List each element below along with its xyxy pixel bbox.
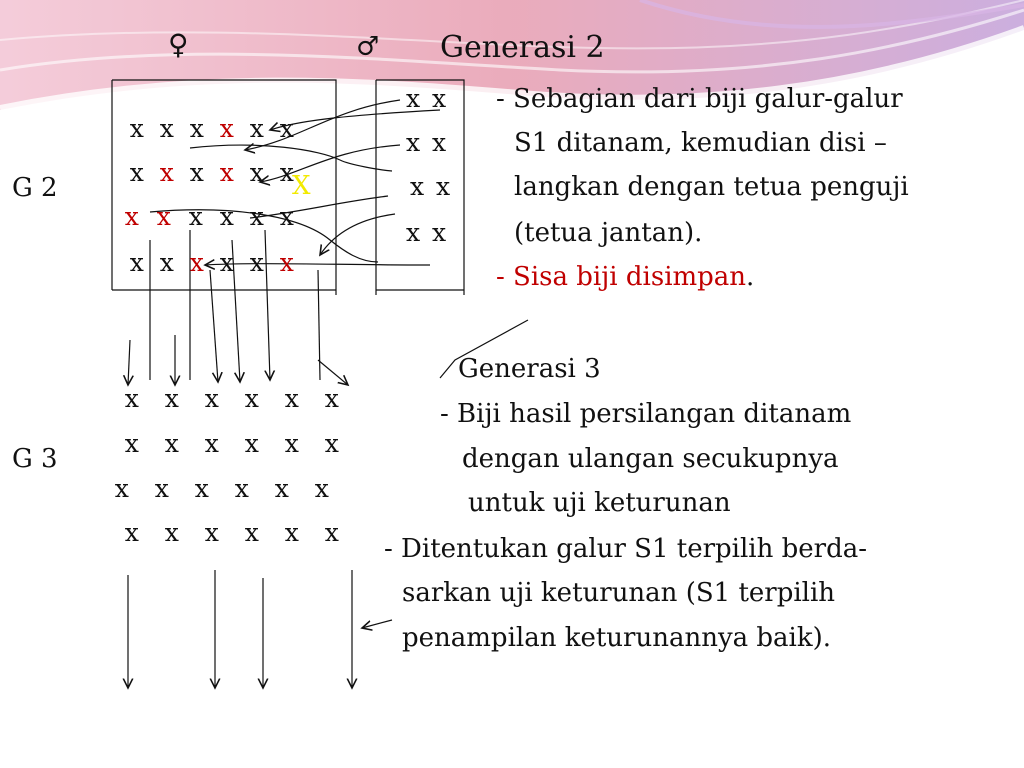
- g3-note-line-2: dengan ulangan secukupnya: [462, 444, 839, 474]
- g3-note-line-5: sarkan uji keturunan (S1 terpilih: [402, 578, 836, 608]
- g3-row-1: x x x x x x: [124, 384, 339, 413]
- tester-row-3: x x: [409, 172, 451, 201]
- g2-note-line-1: - Sebagian dari biji galur-galur: [496, 84, 903, 114]
- g3-label: G 3: [12, 444, 58, 474]
- g2-label: G 2: [12, 173, 58, 203]
- g2-note-line-5: [496, 262, 754, 292]
- generation-2-title: Generasi 2: [440, 30, 605, 65]
- stored-seed-note: - Sisa biji disimpan: [496, 262, 747, 292]
- g3-note-line-6: penampilan keturunannya baik).: [402, 623, 832, 653]
- g2-note-line-2: S1 ditanam, kemudian disi –: [514, 128, 887, 158]
- g3-note-line-3: untuk uji keturunan: [468, 488, 731, 518]
- female-symbol: ♀: [168, 28, 189, 61]
- g3-row-3: x x x x x x: [114, 474, 329, 503]
- g3-note-line-4: - Ditentukan galur S1 terpilih berda-: [384, 534, 868, 564]
- male-symbol: ♂: [356, 32, 380, 62]
- g2-note-line-4: (tetua jantan).: [514, 218, 703, 248]
- tester-row-2: x x: [405, 128, 447, 157]
- g2-row-1: x x x x x x: [129, 114, 294, 143]
- cross-symbol: X: [292, 171, 311, 201]
- g2-row-3: x x x x x x: [124, 202, 294, 231]
- tester-row-1: x x: [405, 84, 447, 113]
- g3-note-line-1: - Biji hasil persilangan ditanam: [440, 399, 852, 429]
- g2-row-4: x x x x x x: [129, 248, 294, 277]
- g3-row-2: x x x x x x: [124, 429, 339, 458]
- tester-row-4: x x: [405, 218, 447, 247]
- g2-note-line-3: langkan dengan tetua penguji: [514, 172, 909, 202]
- g3-row-4: x x x x x x: [124, 518, 339, 547]
- stored-seed-period: .: [746, 262, 755, 292]
- generation-3-title: Generasi 3: [458, 354, 601, 384]
- g2-row-2: x x x x x x: [129, 158, 294, 187]
